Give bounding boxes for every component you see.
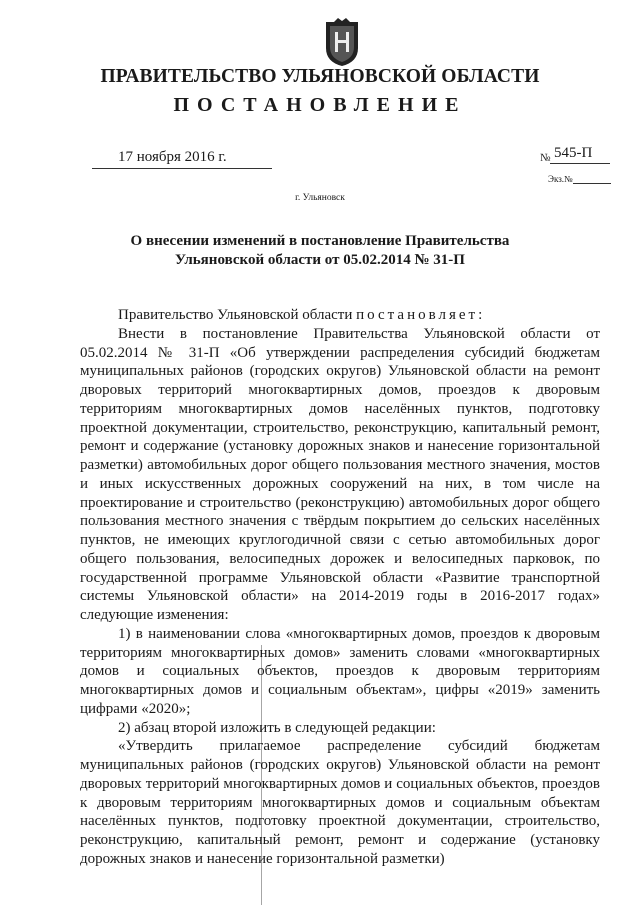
document-type: ПОСТАНОВЛЕНИЕ (173, 94, 467, 116)
intro-verb: постановляет: (356, 307, 486, 323)
number-underline (550, 163, 610, 164)
subject-line-2: Ульяновской области от 05.02.2014 № 31-П (175, 252, 465, 268)
copy-number-underline (573, 183, 611, 184)
scan-fold-line (261, 645, 262, 905)
body-paragraph-3: 2) абзац второй изложить в следующей редакции: (118, 719, 436, 736)
body-paragraph-2: 1) в наименовании слова «многоквартирных домов, проездов к дворовым территориям многоквартирных домов» заменить словами «многоквартирных домов и социальных объектов, проездов к дворовым территориям многоквартирных домов и социальным объектам», цифры «2019» заменить цифрами «2020»; (80, 625, 600, 717)
number-sign: № (540, 152, 551, 164)
coat-of-arms-emblem (322, 18, 362, 68)
intro-paragraph (80, 306, 600, 325)
city-name: г. Ульяновск (295, 193, 345, 203)
government-title: ПРАВИТЕЛЬСТВО УЛЬЯНОВСКОЙ ОБЛАСТИ (100, 66, 540, 87)
body-paragraph-1: Внести в постановление Правительства Ульяновской области от 05.02.2014 № 31-П «Об утверждении распределения субсидий бюджетам муниципальных районов (городских округов) Ульяновской области на ремонт дворовых территорий многоквартирных домов, проездов к дворовым территориям многоквартирных домов населённых пунктов, подготовку проектной документации, строительство, реконструкцию, капитальный ремонт, ремонт и содержание (установку дорожных знаков и нанесение горизонтальной разметки) автомобильных дорог общего пользования местного значения, мостов и иных искусственных дорожных сооружений на них, в том числе на проектирование и строительство (реконструкцию) автомобильных дорог общего пользования местного значения с твёрдым покрытием до сельских населённых пунктов, не имеющих круглогодичной связи с сетью автомобильных дорог общего пользования, велосипедных дорожек и велосипедных парковок, по государственной программе Ульяновской области «Развитие транспортной системы Ульяновской области» на 2014-2019 годы в 2016-2017 годах» следующие изменения: (80, 325, 600, 623)
document-subject (0, 232, 640, 270)
body-paragraph-4: «Утвердить прилагаемое распределение субсидий бюджетам муниципальных районов (городских округов) Ульяновской области на ремонт дворовых территорий многоквартирных домов и социальных объектов, проездов к дворовым территориям многоквартирных домов и социальным объектам населённых пунктов, подготовку проектной документации, строительство, реконструкцию, капитальный ремонт, ремонт и содержание (установку дорожных знаков и нанесение горизонтальной разметки) (80, 738, 600, 867)
copy-number-label: Экз.№ (548, 174, 573, 184)
intro-text: Правительство Ульяновской области (118, 307, 357, 323)
document-number: 545-П (554, 145, 593, 161)
document-body (80, 306, 600, 869)
document-date: 17 ноября 2016 г. (118, 149, 227, 165)
date-underline (92, 168, 272, 169)
subject-line-1: О внесении изменений в постановление Правительства (130, 233, 510, 249)
